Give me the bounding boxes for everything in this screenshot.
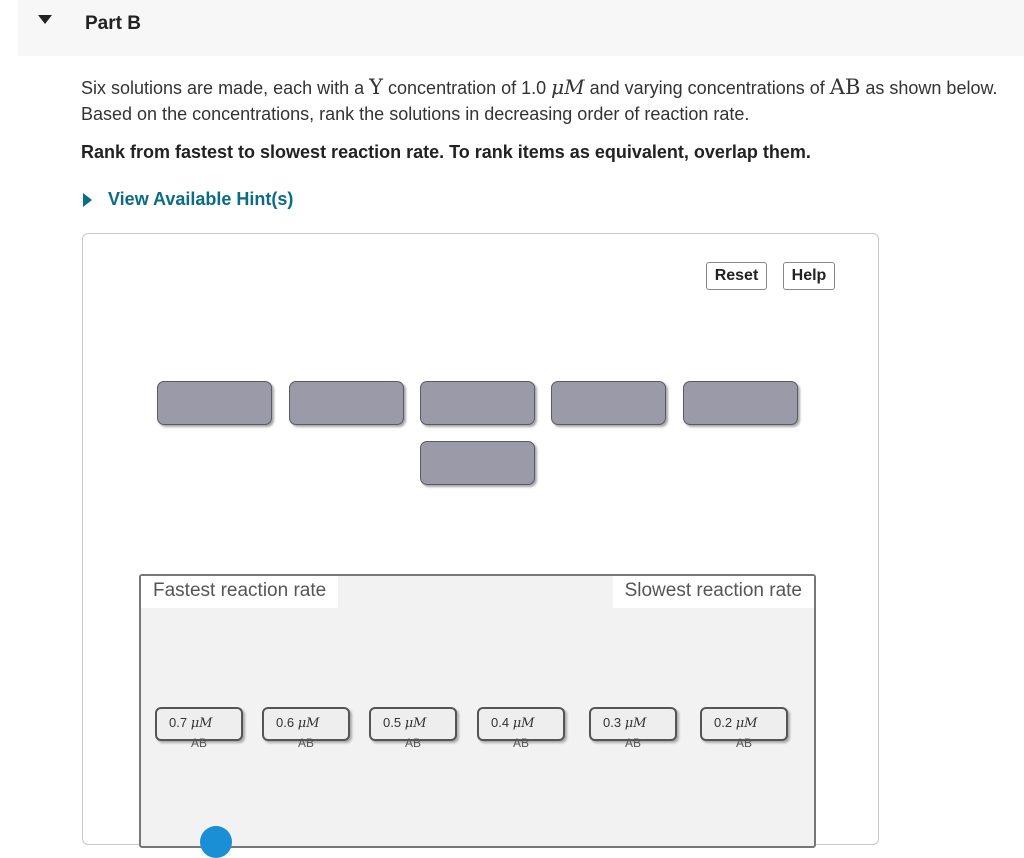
rank-item[interactable]: 0.5 μM AB [369, 707, 457, 741]
empty-answer-slot [683, 381, 798, 425]
expand-arrow-icon [83, 193, 92, 207]
reset-button[interactable]: Reset [706, 262, 767, 290]
rank-item[interactable]: 0.4 μM AB [477, 707, 565, 741]
empty-answer-slot [289, 381, 404, 425]
collapse-triangle-icon[interactable] [38, 15, 52, 24]
empty-answer-slot [420, 441, 535, 485]
rank-item[interactable]: 0.3 μM AB [589, 707, 677, 741]
question-text: Six solutions are made, each with a Y concentration of 1.0 μM and varying concentrations of AB as shown below. Based on the concentrations, rank the solutions in decreasing order of reaction rate. [81, 75, 998, 124]
part-header [18, 0, 1024, 56]
slowest-label: Slowest reaction rate [613, 576, 814, 608]
blue-circle-icon[interactable] [200, 826, 232, 858]
empty-answer-slot [551, 381, 666, 425]
rank-item[interactable]: 0.6 μM AB [262, 707, 350, 741]
hint-label: View Available Hint(s) [108, 189, 294, 209]
empty-answer-slot [420, 381, 535, 425]
help-button[interactable]: Help [783, 262, 835, 290]
rank-item[interactable]: 0.2 μM AB [700, 707, 788, 741]
instruction-text: Rank from fastest to slowest reaction rate. To rank items as equivalent, overlap them. [81, 142, 811, 162]
view-hint-link[interactable] [81, 189, 293, 210]
fastest-label: Fastest reaction rate [141, 576, 338, 608]
empty-answer-slot [157, 381, 272, 425]
rank-item[interactable]: 0.7 μM AB [155, 707, 243, 741]
part-title: Part B [85, 13, 141, 34]
